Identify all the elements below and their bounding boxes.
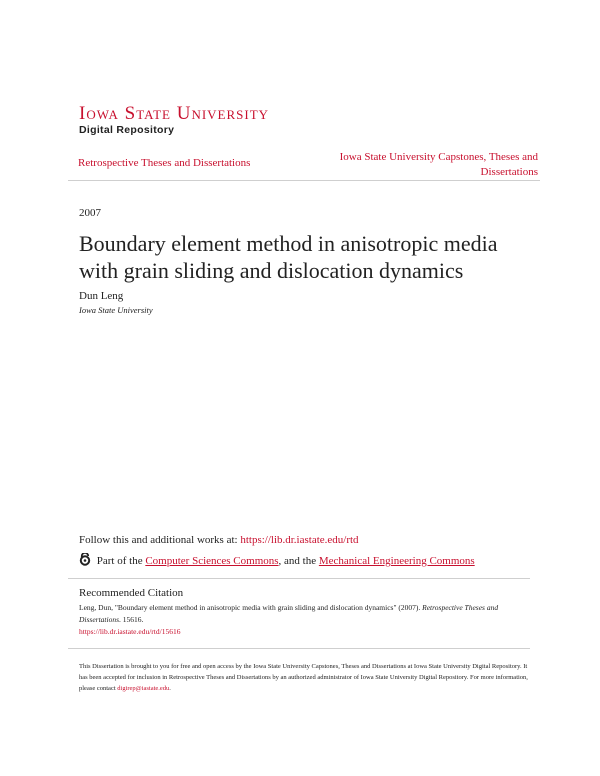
title-line-2: with grain sliding and dislocation dynamics [79,258,464,283]
divider [68,578,530,579]
title-line-1: Boundary element method in anisotropic media [79,231,498,256]
notice-end: . [169,685,171,692]
follow-url-link[interactable]: https://lib.dr.iastate.edu/rtd [240,534,359,546]
part-of-line [79,553,475,567]
contact-email-link[interactable]: digirep@iastate.edu [117,685,170,692]
citation-url-link[interactable]: https://lib.dr.iastate.edu/rtd/15616 [79,627,181,636]
access-notice [79,661,534,694]
open-access-icon [79,553,91,566]
paper-title [79,230,549,284]
citation-series: Retrospective Theses and Dissertations [79,603,499,624]
follow-label: Follow this and additional works at: [79,534,238,546]
computer-sciences-commons-link[interactable]: Computer Sciences Commons [145,555,279,567]
recommended-citation-heading: Recommended Citation [79,587,184,599]
citation-body: Leng, Dun, "Boundary element method in anisotropic media with grain sliding and dislocation dynamics" (2007). [79,603,421,612]
citation-text [79,602,529,638]
publication-year: 2007 [79,207,101,219]
digital-repository-label: Digital Repository [79,124,175,136]
capstones-theses-link[interactable] [318,150,538,180]
follow-line [79,534,359,546]
collection-header [68,144,540,181]
isu-logo [79,104,269,136]
notice-text: This Dissertation is brought to you for free and open access by the Iowa State University Capstones, Theses and Dissertations at Iowa State University Digital Repository. It has been accepted for inclusion in Retrospective Theses and Dissertations by an authorized administrator of Iowa State University Digital Repository. For more information, please contact [79,663,528,692]
divider [68,648,530,649]
university-wordmark: Iowa State University [79,103,270,124]
capstones-link-line1: Iowa State University Capstones, Theses and [339,151,538,163]
retrospective-theses-link[interactable]: Retrospective Theses and Dissertations [78,157,251,169]
capstones-link-line2: Dissertations [480,166,538,178]
and-the-label: , and the [278,555,317,567]
citation-number: . 15616. [119,615,144,624]
author-affiliation: Iowa State University [79,305,153,315]
part-of-label: Part of the [96,555,143,567]
author-name: Dun Leng [79,290,124,302]
mechanical-engineering-commons-link[interactable]: Mechanical Engineering Commons [318,555,475,567]
